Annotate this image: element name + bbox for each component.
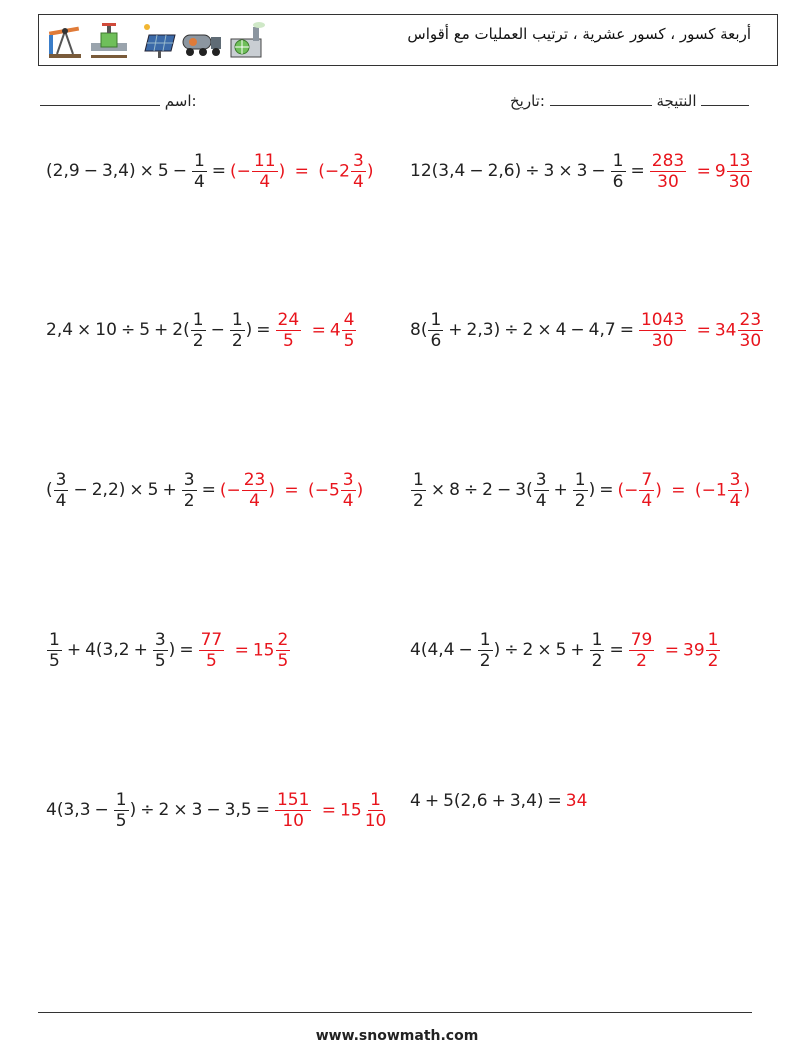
name-label: اسم: bbox=[164, 92, 197, 110]
pipeline-valve-icon bbox=[89, 21, 129, 61]
problem-10: 4 ( 3,3 − $\frac{1}{5}$ ) ÷ 2 × 3 − 3,5 = $\frac{151}{10}$ = 15 $\frac{1}{10}$ bbox=[46, 782, 389, 838]
answer: $\frac{77}{5}$ = 15 $\frac{2}{5}$ bbox=[200, 629, 289, 671]
answer: $\frac{1043}{30}$ = 34 $\frac{23}{30}$ bbox=[640, 309, 762, 351]
worksheet-header bbox=[38, 14, 778, 66]
answer: (− $\frac{7}{4}$ ) = (−1 $\frac{3}{4}$ ) bbox=[617, 469, 751, 511]
problem-6: ( $\frac{3}{4}$ − 2,2 ) × 5 + $\frac{3}{2}$ = (− $\frac{23}{4}$ ) = (−5 $\frac{3}{4}$ ) bbox=[46, 469, 364, 511]
problem-7: 4 ( 4,4 − $\frac{1}{2}$ ) ÷ 2 × 5 + $\frac{1}{2}$ = $\frac{79}{2}$ = 39 $\frac{1}{2}$ bbox=[410, 622, 721, 678]
problem-9: 4 + 5 ( 2,6 + 3,4 ) = 34 bbox=[410, 791, 588, 811]
problem-5: $\frac{1}{2}$ × 8 ÷ 2 − 3 ( $\frac{3}{4}$ + $\frac{1}{2}$ ) = (− $\frac{7}{4}$ ) = (−1 $\frac{3}{4}$ ) bbox=[413, 469, 751, 511]
answer: $\frac{283}{30}$ = 9 $\frac{13}{30}$ bbox=[651, 150, 751, 192]
problem-4: 2,4 × 10 ÷ 5 + 2 ( $\frac{1}{2}$ − $\frac{1}{2}$ ) = $\frac{24}{5}$ = 4 $\frac{4}{5}$ bbox=[46, 302, 357, 358]
problem-2: ( 2,9 − 3,4 ) × 5 − $\frac{1}{4}$ = (− $\frac{11}{4}$ ) = (−2 $\frac{3}{4}$ ) bbox=[46, 150, 374, 192]
footer-divider bbox=[38, 1012, 752, 1013]
name-field bbox=[40, 92, 197, 110]
tanker-truck-icon bbox=[181, 21, 223, 61]
date-blank[interactable] bbox=[701, 92, 749, 106]
name-blank[interactable] bbox=[40, 92, 160, 106]
score-label: النتيجة bbox=[656, 92, 697, 110]
date-label: :تاريخ bbox=[510, 92, 545, 110]
oil-pump-icon bbox=[45, 21, 85, 61]
solar-panel-icon bbox=[139, 21, 179, 61]
date-score-field bbox=[510, 92, 749, 110]
fraction: $\frac{1}{6}$ bbox=[612, 150, 624, 192]
answer: (− $\frac{23}{4}$ ) = (−5 $\frac{3}{4}$ ) bbox=[219, 469, 364, 511]
problem-8: $\frac{1}{5}$ + 4 ( 3,2 + $\frac{3}{5}$ ) = $\frac{77}{5}$ = 15 $\frac{2}{5}$ bbox=[46, 622, 291, 678]
answer: $\frac{151}{10}$ = 15 $\frac{1}{10}$ bbox=[276, 789, 387, 831]
worksheet-title: أربعة كسور ، كسور عشرية ، ترتيب العمليات مع أقواس bbox=[407, 25, 751, 43]
answer: 34 bbox=[565, 791, 588, 811]
answer: (− $\frac{11}{4}$ ) = (−2 $\frac{3}{4}$ ) bbox=[230, 150, 374, 192]
problem-1: 12 ( 3,4 − 2,6 ) ÷ 3 × 3 − $\frac{1}{6}$ = $\frac{283}{30}$ = 9 $\frac{13}{30}$ bbox=[410, 143, 753, 199]
answer: $\frac{79}{2}$ = 39 $\frac{1}{2}$ bbox=[630, 629, 719, 671]
footer-site[interactable]: www.snowmath.com bbox=[315, 1028, 479, 1044]
answer: $\frac{24}{5}$ = 4 $\frac{4}{5}$ bbox=[277, 309, 355, 351]
problem-3: 8 ( $\frac{1}{6}$ + 2,3 ) ÷ 2 × 4 − 4,7 = $\frac{1043}{30}$ = 34 $\frac{23}{30}$ bbox=[410, 302, 764, 358]
score-blank[interactable] bbox=[550, 92, 652, 106]
power-plant-icon bbox=[227, 21, 267, 61]
